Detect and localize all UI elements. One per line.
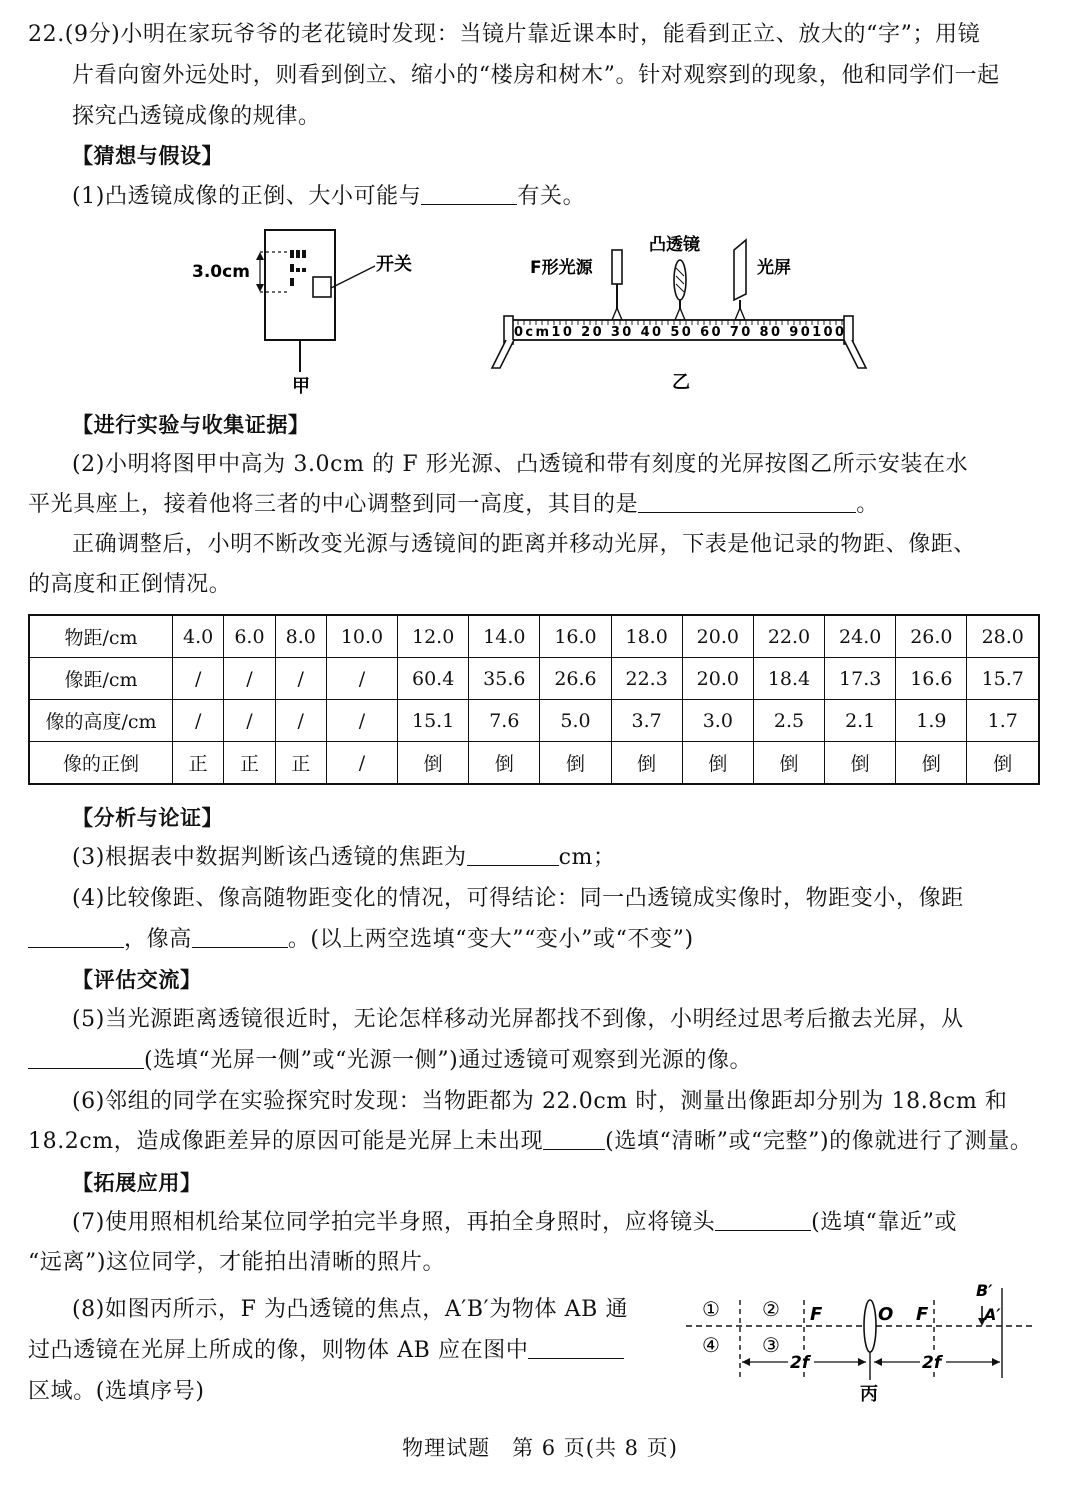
f-light-source-label: F形光源 [530,258,593,278]
table-cell: / [173,700,224,742]
section-analysis-heading: 【分析与论证】 [72,806,224,830]
answer-blank-2[interactable] [638,490,856,513]
part-5-line-1: (5)当光源距离透镜很近时，无论怎样移动光屏都找不到像，小明经过思考后撤去光屏，从 [72,1007,964,1032]
image-a-prime-label: A′ [984,1305,1001,1324]
answer-blank-4b[interactable] [192,925,288,948]
f-light-source [612,250,622,284]
part-8-line-1: (8)如图丙所示，F 为凸透镜的焦点，A′B′为物体 AB 通 [72,1297,629,1322]
figure-bing-lens-diagram [684,1278,1040,1406]
table-cell: 26.0 [896,615,967,658]
part-2-line-2 [28,490,879,520]
data-table [28,614,1040,785]
table-row [29,700,1039,742]
part-3 [72,843,616,873]
source-clamp [612,308,622,320]
table-row [29,615,1039,658]
table-cell: / [326,700,397,742]
part-5-line-2 [28,1046,752,1076]
answer-blank-7[interactable] [715,1208,811,1231]
table-cell: / [224,700,275,742]
part-3-text: (3)根据表中数据判断该凸透镜的焦距为 [72,845,467,870]
row-header: 像距/cm [29,658,173,700]
part-2-line-2-tail: 。 [856,492,879,517]
table-cell: / [275,700,326,742]
part-3-unit: cm； [558,845,616,870]
optical-center-label: O [878,1304,894,1325]
part-7-line-2: “远离”)这位同学，才能拍出清晰的照片。 [28,1250,446,1275]
part-5-tail: (选填“光屏一侧”或“光源一侧”)通过透镜可观察到光源的像。 [144,1048,753,1073]
light-screen-label: 光屏 [757,258,791,278]
table-cell: 2.1 [825,700,896,742]
table-cell: 1.7 [967,700,1039,742]
table-cell: 7.6 [469,700,540,742]
table-cell: 倒 [469,742,540,785]
region-3: ③ [762,1333,780,1357]
two-f-right-label: 2f [922,1353,942,1373]
answer-blank-5[interactable] [28,1046,144,1069]
table-cell: 3.7 [611,700,682,742]
section-extend-heading: 【拓展应用】 [72,1171,202,1195]
table-cell: 倒 [682,742,753,785]
table-cell: 倒 [753,742,824,785]
screen-clamp [735,308,745,320]
table-cell: / [173,658,224,700]
switch-button [313,277,331,297]
section-guess-heading: 【猜想与假设】 [72,144,224,168]
answer-blank-6[interactable] [543,1127,605,1150]
dim-arrow-1 [742,1358,750,1366]
part-4-tail: 。(以上两空选填“变大”“变小”或“不变”) [287,927,694,952]
table-cell: 12.0 [398,615,469,658]
image-b-prime-label: B′ [976,1281,993,1300]
answer-blank-4a[interactable] [28,925,124,948]
part-8-text: 过凸透镜在光屏上所成的像，则物体 AB 应在图中 [28,1338,529,1363]
figure-jia-caption: 甲 [292,376,310,397]
part-6-line-1: (6)邻组的同学在实验探究时发现：当物距都为 22.0cm 时，测量出像距却分别为 18.8cm 和 [72,1089,1008,1114]
part-6-tail: (选填“清晰”或“完整”)的像就进行了测量。 [605,1129,1033,1154]
table-cell: 4.0 [173,615,224,658]
answer-blank-1[interactable] [421,182,517,205]
bench-leg-right [844,340,866,368]
dim-arrow-2 [858,1358,866,1366]
dim-arrow-3 [874,1358,882,1366]
two-f-left-label: 2f [790,1353,810,1373]
bench-end-right [844,316,853,344]
table-cell: 倒 [967,742,1039,785]
height-arrow-head-bottom [256,284,264,292]
table-cell: / [224,658,275,700]
row-header: 像的正倒 [29,742,173,785]
question-intro-line-3: 探究凸透镜成像的规律。 [72,104,321,129]
question-intro-line-1: 22.(9分)小明在家玩爷爷的老花镜时发现：当镜片靠近课本时，能看到正立、放大的“字”；用镜 [28,22,981,47]
table-cell: 16.0 [540,615,611,658]
part-7-text: (7)使用照相机给某位同学拍完半身照，再拍全身照时，应将镜头 [72,1210,716,1235]
figure-yi-caption: 乙 [672,372,690,393]
convex-lens [864,1300,876,1352]
convex-lens-label: 凸透镜 [649,235,700,255]
part-7-tail: (选填“靠近”或 [811,1210,958,1235]
table-cell: 3.0 [682,700,753,742]
switch-label: 开关 [376,254,412,275]
row-header: 像的高度/cm [29,700,173,742]
lens-clamp [675,308,685,320]
region-1: ① [702,1297,720,1321]
part-4-line-1: (4)比较像距、像高随物距变化的情况，可得结论：同一凸透镜成实像时，物距变小，像距 [72,886,964,911]
section-experiment-heading: 【进行实验与收集证据】 [72,413,310,437]
region-4: ④ [702,1333,720,1357]
table-cell: 22.3 [611,658,682,700]
table-cell: 15.7 [967,658,1039,700]
table-row [29,742,1039,785]
page-footer: 物理试题 第 6 页(共 8 页) [402,1436,678,1460]
table-cell: 正 [275,742,326,785]
figure-bing-caption: 丙 [860,1384,878,1405]
table-cell: 10.0 [326,615,397,658]
part-6-line-2 [28,1127,1033,1157]
part-4-line-2 [28,925,694,955]
part-8-line-3: 区域。(选填序号) [28,1379,205,1404]
figure-jia [180,222,440,398]
part-8-line-2 [28,1336,624,1366]
table-cell: 1.9 [896,700,967,742]
table-cell: / [275,658,326,700]
table-cell: 20.0 [682,615,753,658]
dim-arrow-4 [992,1358,1000,1366]
table-cell: 倒 [398,742,469,785]
part-2-line-1: (2)小明将图甲中高为 3.0cm 的 F 形光源、凸透镜和带有刻度的光屏按图乙所示安装在水 [72,452,969,477]
table-cell: 17.3 [825,658,896,700]
table-cell: 5.0 [540,700,611,742]
light-screen [734,240,746,300]
part-7-line-1 [72,1208,957,1238]
part-4-mid: ，像高 [124,927,192,952]
focus-left-label: F [810,1304,823,1325]
height-label: 3.0cm [192,262,250,282]
row-header: 物距/cm [29,615,173,658]
focus-right-label: F [916,1304,929,1325]
table-cell: 正 [173,742,224,785]
table-cell: 35.6 [469,658,540,700]
table-cell: 20.0 [682,658,753,700]
table-cell: 倒 [896,742,967,785]
table-cell: 18.4 [753,658,824,700]
switch-leader-line [331,266,375,288]
part-1-text: (1)凸透镜成像的正倒、大小可能与 [72,184,422,209]
table-cell: 22.0 [753,615,824,658]
part-6-text: 18.2cm，造成像距差异的原因可能是光屏上未出现 [28,1129,544,1154]
table-cell: / [326,658,397,700]
table-cell: 倒 [611,742,682,785]
light-source-box [265,230,335,340]
figure-yi-optical-bench [484,228,874,398]
part-1 [72,182,585,212]
height-arrow-head-top [256,252,264,260]
table-cell: / [326,742,397,785]
f-shape-light [290,250,306,286]
region-2: ② [762,1297,780,1321]
table-cell: 28.0 [967,615,1039,658]
part-2-line-4: 的高度和正倒情况。 [28,572,232,597]
question-intro-line-2: 片看向窗外远处时，则看到倒立、缩小的“楼房和树木”。针对观察到的现象，他和同学们一起 [72,63,1000,88]
answer-blank-3[interactable] [467,843,559,866]
table-cell: 倒 [540,742,611,785]
part-2-line-3: 正确调整后，小明不断改变光源与透镜间的距离并移动光屏，下表是他记录的物距、像距、 [72,532,977,557]
table-cell: 倒 [825,742,896,785]
table-cell: 15.1 [398,700,469,742]
table-cell: 60.4 [398,658,469,700]
answer-blank-8[interactable] [528,1336,624,1359]
table-cell: 2.5 [753,700,824,742]
table-cell: 8.0 [275,615,326,658]
table-cell: 24.0 [825,615,896,658]
table-cell: 正 [224,742,275,785]
table-cell: 14.0 [469,615,540,658]
bench-leg-left [492,340,514,368]
part-1-tail: 有关。 [517,184,586,209]
table-cell: 18.0 [611,615,682,658]
table-cell: 6.0 [224,615,275,658]
table-cell: 16.6 [896,658,967,700]
table-row [29,658,1039,700]
section-evaluate-heading: 【评估交流】 [72,968,202,992]
part-2-line-2-text: 平光具座上，接着他将三者的中心调整到同一高度，其目的是 [28,492,639,517]
table-cell: 26.6 [540,658,611,700]
bench-scale-numbers: 0cm10 20 30 40 50 60 70 80 90100 [514,325,844,340]
